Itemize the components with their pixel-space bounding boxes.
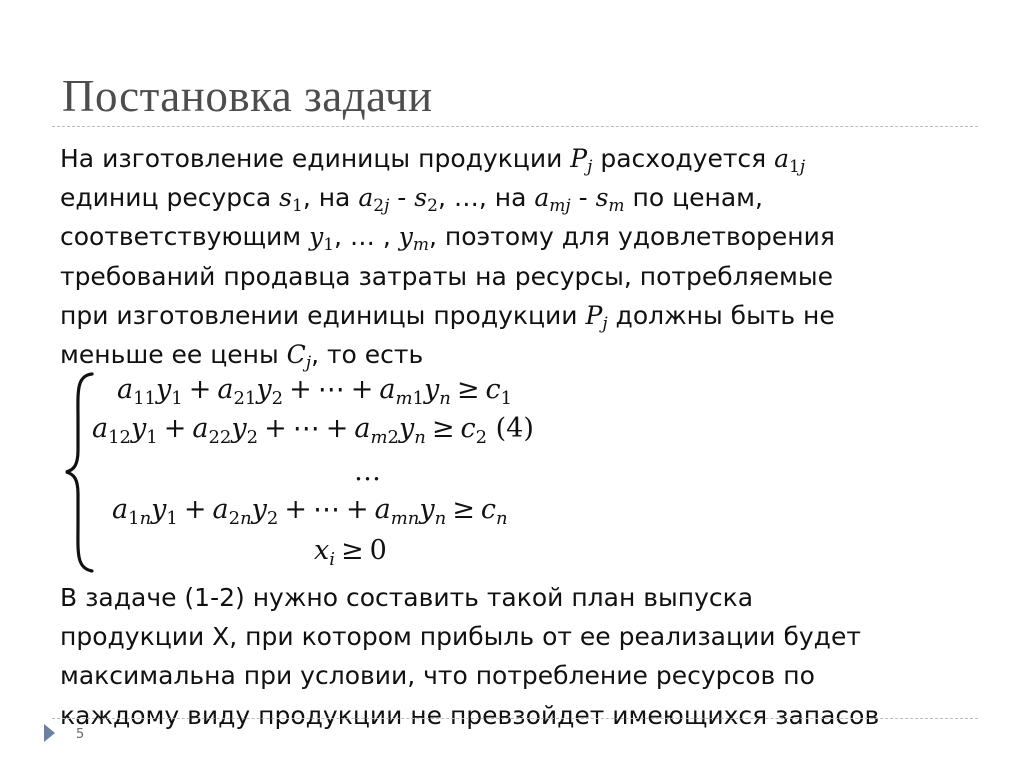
math-s-1: $s_1$: [279, 183, 303, 217]
equation-label: (4): [495, 413, 534, 444]
paragraph-line: меньше ее цены $C_j$, то есть: [60, 339, 424, 373]
math-y-m: $y_m$: [398, 222, 429, 256]
math-p-j: $P_j$: [570, 144, 593, 177]
paragraph-line: при изготовлении единицы продукции $P_j$ должны быть не: [60, 300, 835, 334]
constraint-row-n: $a_{1n}y_1 + a_{2n}y_2$ + ⋯ + $a_{mn}y_n \ge c_n$: [112, 494, 508, 529]
problem-statement-paragraph: [60, 139, 990, 374]
title-divider: [52, 126, 978, 127]
math-c-j: $C_j$: [286, 339, 312, 373]
left-brace-icon: [62, 370, 102, 575]
paragraph-line: На изготовление единицы продукции $P_j$ расходуется $a_{1j}$: [60, 144, 806, 177]
paragraph-line: каждому виду продукции не превзойдет имеющихся запасов: [60, 700, 880, 730]
constraint-system: [62, 370, 682, 575]
math-a-1j: $a_{1j}$: [774, 144, 806, 177]
math-s-2: $s_2$: [414, 183, 438, 217]
footer-divider: [52, 718, 978, 719]
page-number: 5: [76, 727, 85, 742]
paragraph-line: продукции Х, при котором прибыль от ее реализации будет: [60, 622, 861, 652]
constraint-row-1: $a_{11}y_1 + a_{21}y_2$ + ⋯ + $a_{m1}y_n \ge c_1$: [117, 374, 513, 409]
math-a-2j: $a_{2j}$: [358, 183, 390, 217]
paragraph-line: требований продавца затраты на ресурсы, потребляемые: [60, 261, 834, 291]
math-a-mj: $a_{mj}$: [534, 183, 571, 217]
slide-bullet-triangle-icon: [44, 724, 55, 742]
paragraph-line: единиц ресурса $s_1$, на $a_{2j} - s_2$, …, на $a_{mj} - s_m$ по ценам,: [60, 183, 763, 217]
objective-paragraph: [60, 578, 990, 735]
math-s-m: $s_m$: [595, 183, 625, 217]
math-p-j: $P_j$: [585, 300, 608, 334]
math-y-1: $y_1$: [309, 222, 335, 256]
paragraph-line: максимальна при условии, что потребление ресурсов по: [60, 661, 815, 691]
paragraph-line: соответствующим $y_1$, … , $y_m$, поэтому для удовлетворения: [60, 222, 835, 256]
nonnegativity-constraint: $x_i \ge 0$: [314, 535, 387, 570]
paragraph-line: В задаче (1-2) нужно составить такой план выпуска: [60, 583, 754, 612]
constraint-row-2: $a_{12}y_1 + a_{22}y_2$ + ⋯ + $a_{m2}y_n \ge c_2$ (4): [92, 413, 534, 448]
slide-title: Постановка задачи: [62, 71, 433, 121]
constraint-ellipsis: …: [354, 456, 381, 487]
